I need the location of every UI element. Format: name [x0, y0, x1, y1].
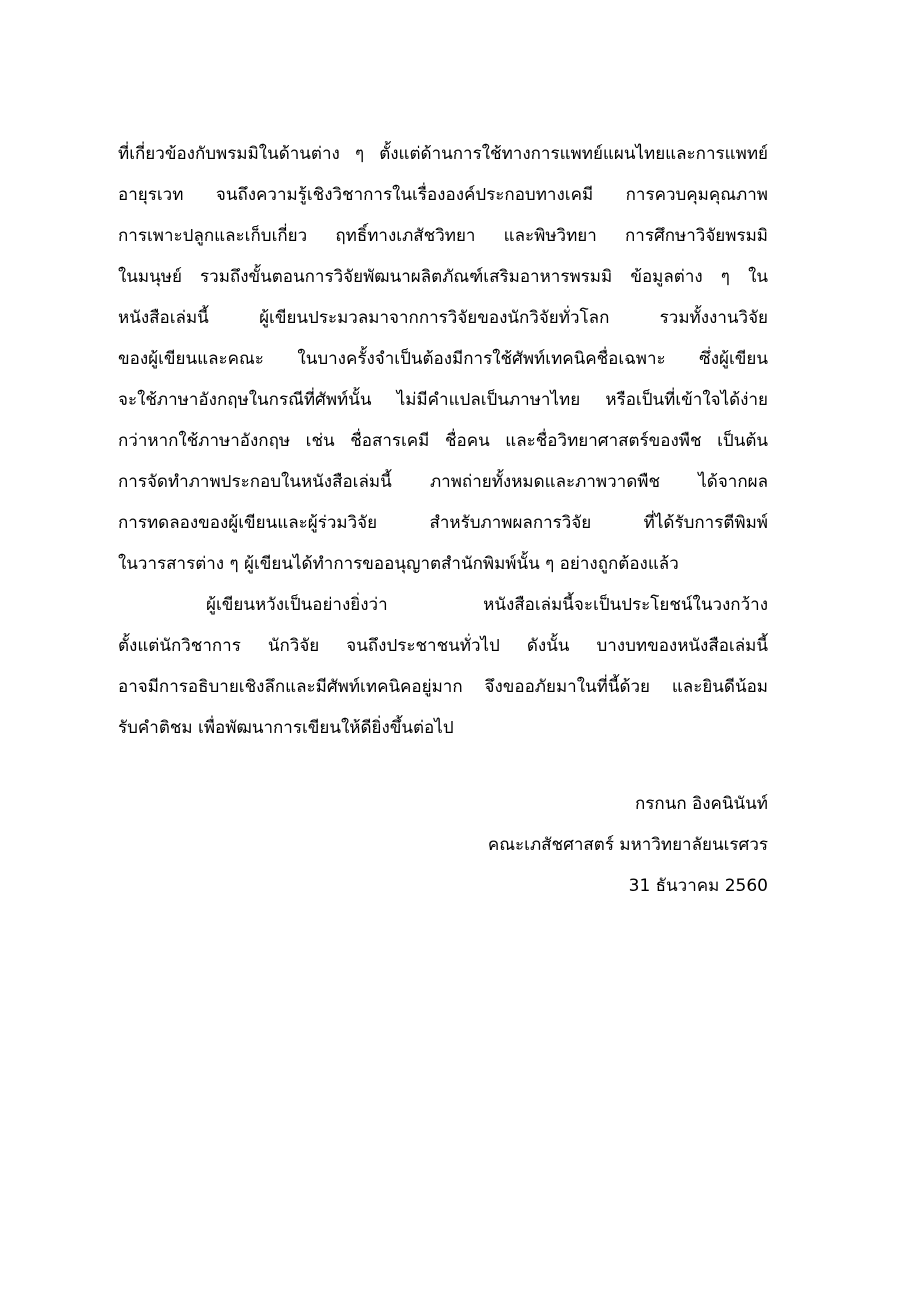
body-text	[118, 134, 768, 749]
signature-block	[418, 784, 768, 907]
paragraph-1-line: การเพาะปลูกและเก็บเกี่ยว ฤทธิ์ทางเภสัชวิทยา และพิษวิทยา การศึกษาวิจัยพรมมิ	[118, 226, 768, 246]
paragraph-2-line: ตั้งแต่นักวิชาการ นักวิจัย จนถึงประชาชนทั่วไป ดังนั้น บางบทของหนังสือเล่มนี้	[118, 636, 768, 656]
author-affiliation: คณะเภสัชศาสตร์ มหาวิทยาลัยนเรศวร	[487, 835, 768, 855]
paragraph-1-line: ในวารสารต่าง ๆ ผู้เขียนได้ทำการขออนุญาตสำนักพิมพ์นั้น ๆ อย่างถูกต้องแล้ว	[118, 554, 679, 574]
paragraph-1-line: ของผู้เขียนและคณะ ในบางครั้งจำเป็นต้องมีการใช้ศัพท์เทคนิคชื่อเฉพาะ ซึ่งผู้เขียน	[118, 349, 768, 369]
paragraph-1-line: กว่าหากใช้ภาษาอังกฤษ เช่น ชื่อสารเคมี ชื่อคน และชื่อวิทยาศาสตร์ของพืช เป็นต้น	[118, 431, 768, 451]
paragraph-1-line: การทดลองของผู้เขียนและผู้ร่วมวิจัย สำหรับภาพผลการวิจัย ที่ได้รับการตีพิมพ์	[118, 513, 768, 533]
paragraph-1-line: ในมนุษย์ รวมถึงขั้นตอนการวิจัยพัฒนาผลิตภัณฑ์เสริมอาหารพรมมิ ข้อมูลต่าง ๆ ใน	[118, 267, 768, 287]
paragraph-2-line: ผู้เขียนหวังเป็นอย่างยิ่งว่า หนังสือเล่มนี้จะเป็นประโยชน์ในวงกว้าง	[206, 595, 768, 615]
paragraph-1-line: หนังสือเล่มนี้ ผู้เขียนประมวลมาจากการวิจัยของนักวิจัยทั่วโลก รวมทั้งงานวิจัย	[118, 308, 768, 328]
paragraph-1-line: จะใช้ภาษาอังกฤษในกรณีที่ศัพท์นั้น ไม่มีคำแปลเป็นภาษาไทย หรือเป็นที่เข้าใจได้ง่าย	[118, 390, 768, 410]
signature-date: 31 ธันวาคม 2560	[628, 876, 768, 896]
paragraph-1-line: อายุรเวท จนถึงความรู้เชิงวิชาการในเรื่ององค์ประกอบทางเคมี การควบคุมคุณภาพ	[118, 185, 768, 205]
paragraph-2-line: อาจมีการอธิบายเชิงลึกและมีศัพท์เทคนิคอยู่มาก จึงขออภัยมาในที่นี้ด้วย และยินดีน้อม	[118, 677, 768, 697]
paragraph-2-line: รับคำติชม เพื่อพัฒนาการเขียนให้ดียิ่งขึ้นต่อไป	[118, 718, 454, 738]
paragraph-1-line: ที่เกี่ยวข้องกับพรมมิในด้านต่าง ๆ ตั้งแต่ด้านการใช้ทางการแพทย์แผนไทยและการแพทย์	[118, 144, 768, 164]
paragraph-1-line: การจัดทำภาพประกอบในหนังสือเล่มนี้ ภาพถ่ายทั้งหมดและภาพวาดพืช ได้จากผล	[118, 472, 768, 492]
author-name: กรกนก อิงคนินันท์	[635, 794, 768, 814]
